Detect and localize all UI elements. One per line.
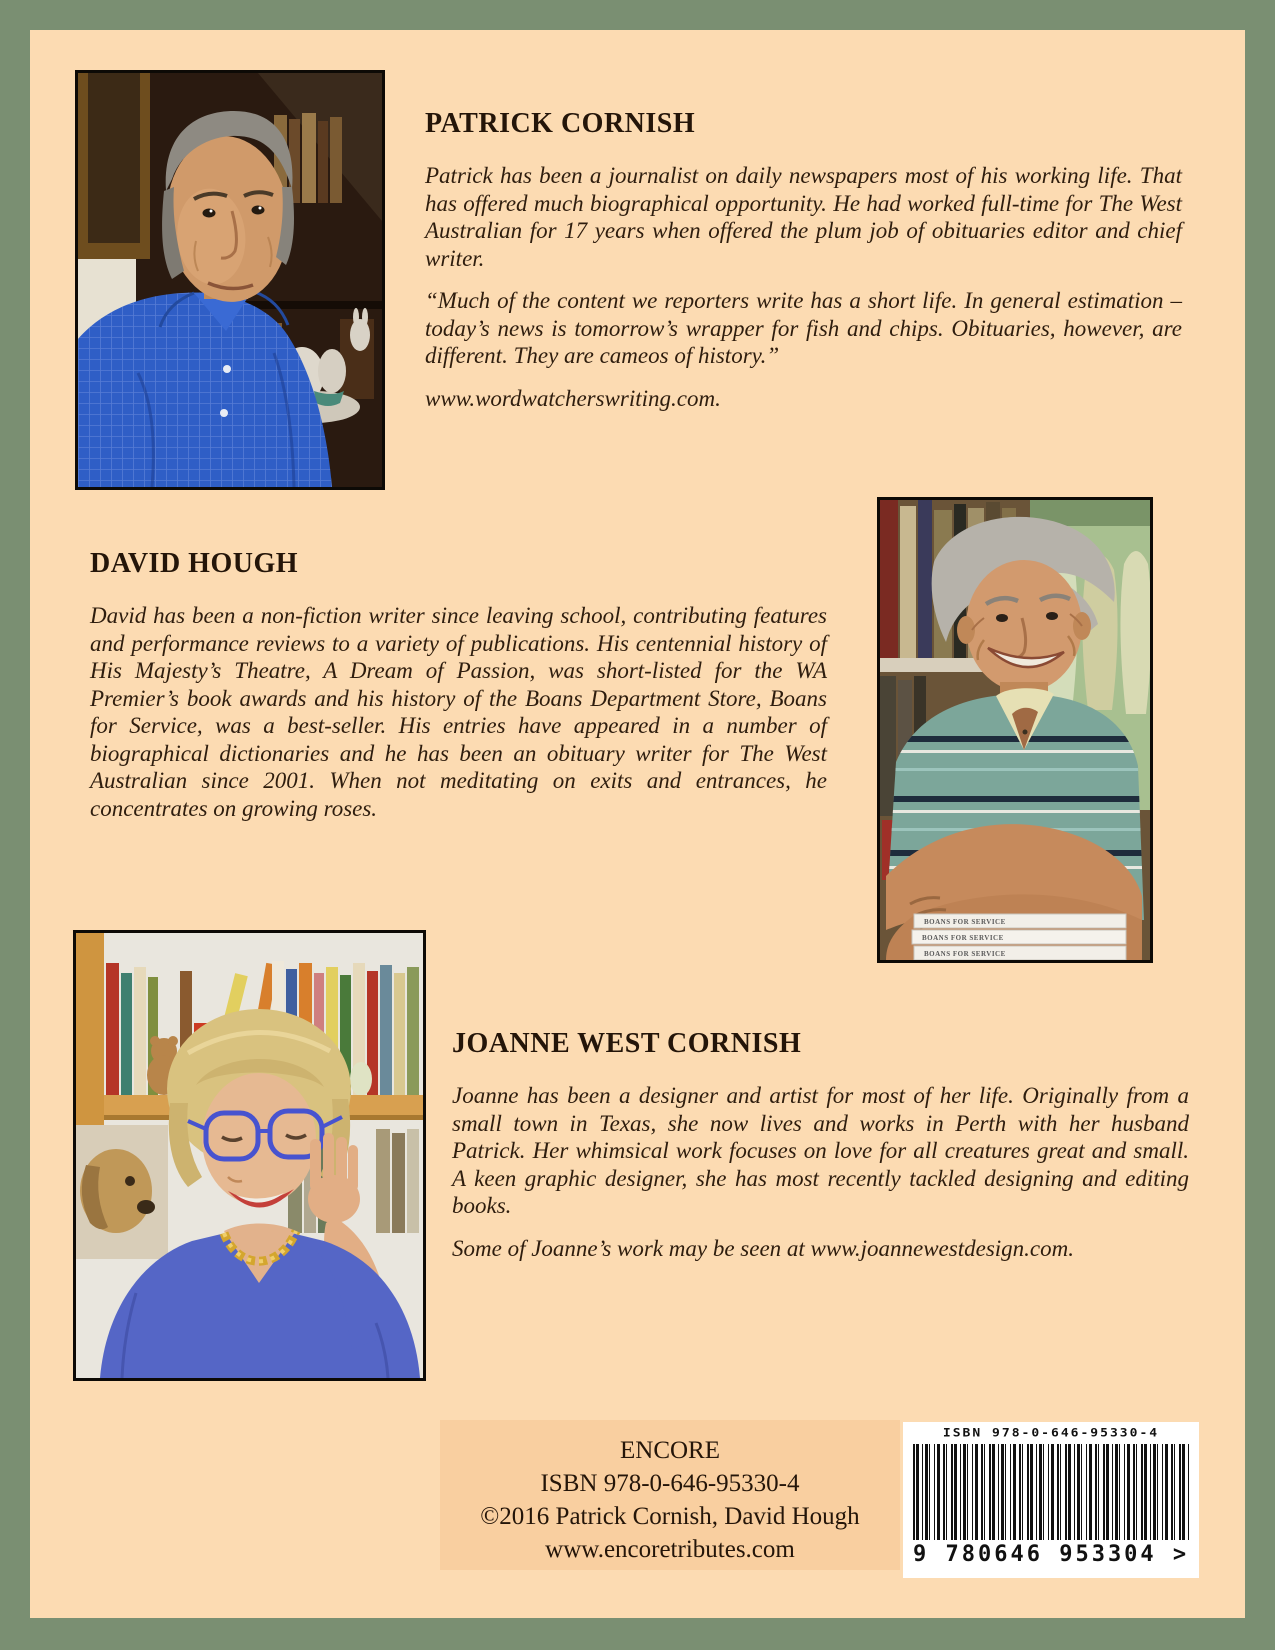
joanne-website-line: Some of Joanne’s work may be seen at www.joannewestdesign.com.	[452, 1235, 1074, 1261]
joanne-west-cornish-photo	[73, 930, 426, 1381]
patrick-paragraph-1: Patrick has been a journalist on daily newspapers most of his working life. That has offered much biographical opportunity. He had worked full-time for The West Australian for 17 years when offered the plum job of obituaries editor and chief writer.	[425, 163, 1182, 271]
patrick-photo-illustration	[78, 73, 382, 487]
patrick-paragraph-2: “Much of the content we reporters write has a short life. In general estimation – today’s news is tomorrow’s wrapper for fish and chips. Obituaries, however, are different. They are cameos of history.”	[425, 288, 1182, 368]
publisher-panel	[440, 1420, 900, 1570]
barcode-digits: 9 780646 953304 >	[913, 1542, 1190, 1567]
publisher-name: ENCORE	[620, 1437, 720, 1464]
joanne-photo-illustration	[76, 933, 423, 1378]
author-section-david	[90, 548, 827, 837]
david-paragraph-1: David has been a non-fiction writer since leaving school, contributing features and performance reviews to a variety of publications. His centennial history of His Majesty’s Theatre, A Dream of Passion, was short-listed for the WA Premier’s book awards and his history of the Boans Department Store, Boans for Service, was a best-seller. His entries have appeared in a number of biographical dictionaries and he has been an obituary writer for The West Australian since 2001. When not meditating on exits and entrances, he concentrates on growing roses.	[90, 603, 827, 821]
barcode-isbn-label: ISBN 978-0-646-95330-4	[942, 1426, 1160, 1441]
author-name-david: DAVID HOUGH	[90, 548, 299, 579]
author-section-joanne	[452, 1028, 1189, 1277]
david-photo-illustration	[880, 500, 1150, 960]
author-name-joanne: JOANNE WEST CORNISH	[452, 1028, 802, 1059]
barcode-bars	[913, 1444, 1189, 1540]
isbn-text: ISBN 978-0-646-95330-4	[540, 1470, 800, 1497]
author-name-patrick: PATRICK CORNISH	[425, 108, 696, 139]
boans-book-spine-text: BOANS FOR SERVICE	[924, 950, 1006, 958]
isbn-barcode	[903, 1422, 1199, 1578]
boans-book-spine-text: BOANS FOR SERVICE	[924, 918, 1006, 926]
patrick-website: www.wordwatcherswriting.com.	[425, 385, 721, 411]
author-section-patrick	[425, 108, 1182, 427]
joanne-paragraph-1: Joanne has been a designer and artist for most of her life. Originally from a small town in Texas, she now lives and works in Perth with her husband Patrick. Her whimsical work focuses on love for all creatures great and small. A keen graphic designer, she has most recently tackled designing and editing books.	[452, 1083, 1189, 1218]
patrick-cornish-photo	[75, 70, 385, 490]
copyright-text: ©2016 Patrick Cornish, David Hough	[480, 1503, 860, 1530]
david-hough-photo	[877, 497, 1153, 963]
publisher-website: www.encoretributes.com	[545, 1536, 795, 1563]
boans-book-spine-text: BOANS FOR SERVICE	[922, 934, 1004, 942]
